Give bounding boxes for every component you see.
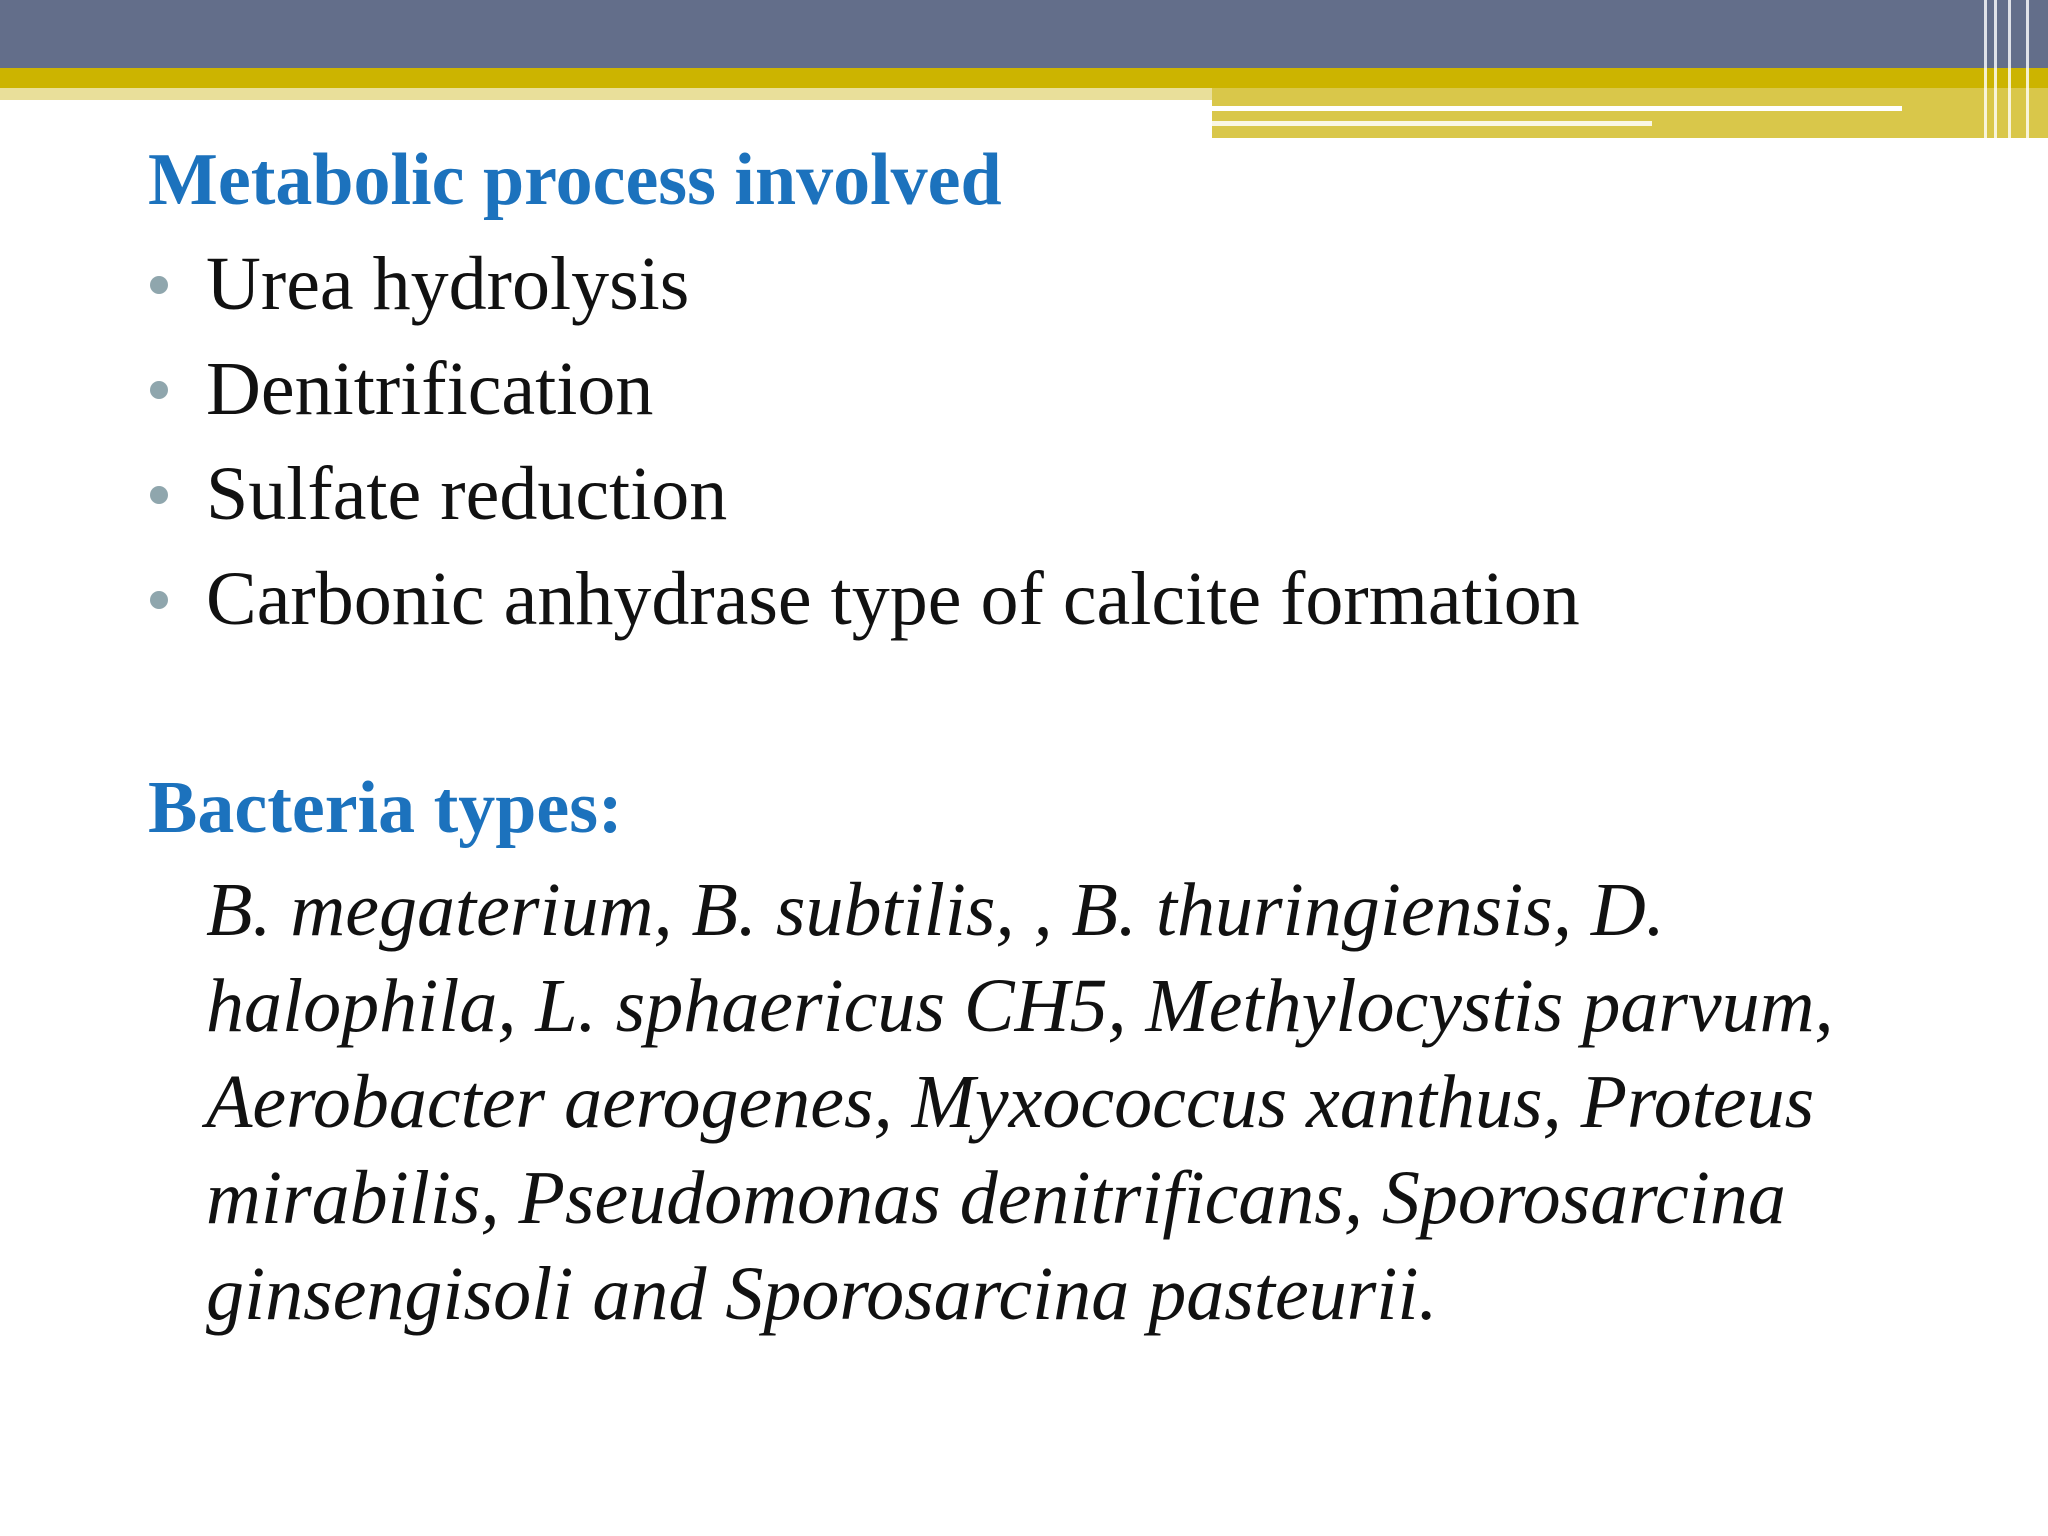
list-item-text: Sulfate reduction — [206, 452, 728, 536]
section-spacer — [148, 652, 1948, 756]
bullet-icon — [150, 276, 168, 294]
bacteria-species-text: B. megaterium, B. subtilis, , B. thuringiensis, D. halophila, L. sphaericus CH5, Methylocystis parvum, Aerobacter aerogenes, Myxococcus xanthus, Proteus mirabilis, Pseudomonas denitrificans, Sporosarcina ginsengisoli and Sporosarcina pasteurii. — [206, 868, 1834, 1336]
list-item — [148, 232, 1948, 337]
list-item-text: Carbonic anhydrase type of calcite formation — [206, 557, 1580, 641]
bullet-icon — [150, 486, 168, 504]
header-accent-underline — [0, 88, 1212, 100]
list-item-text: Denitrification — [206, 347, 654, 431]
header-accent-band — [0, 68, 2048, 88]
list-item — [148, 337, 1948, 442]
list-item-text: Urea hydrolysis — [206, 242, 690, 326]
bullet-icon — [150, 381, 168, 399]
header-accent-stripe — [1212, 121, 1652, 126]
bullet-icon — [150, 591, 168, 609]
header-corner-lines — [1978, 0, 2048, 138]
slide-content — [148, 128, 1948, 1342]
metabolic-heading: Metabolic process involved — [148, 139, 1002, 221]
metabolic-list — [148, 232, 1948, 652]
list-item — [148, 547, 1948, 652]
header-accent-stripe — [1212, 106, 1902, 111]
header-bar — [0, 0, 2048, 68]
bacteria-heading: Bacteria types: — [148, 767, 623, 849]
list-item — [148, 442, 1948, 547]
